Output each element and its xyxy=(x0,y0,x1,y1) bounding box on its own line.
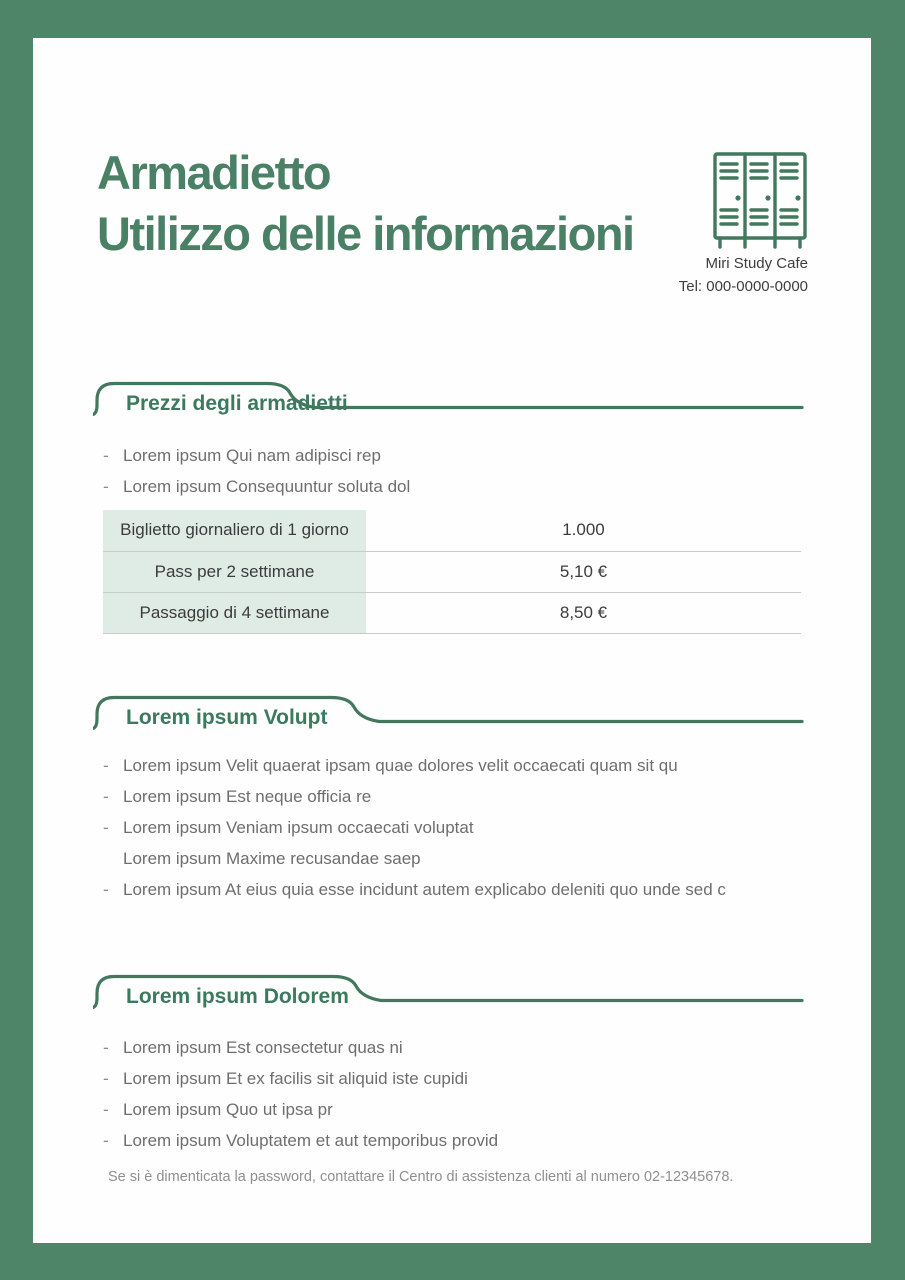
bullet-text: Lorem ipsum Qui nam adipisci rep xyxy=(123,445,381,465)
section-prices xyxy=(97,376,804,676)
section-volupt-bullets xyxy=(103,750,804,905)
list-item xyxy=(103,750,804,781)
section-prices-title: Prezzi degli armadietti xyxy=(126,392,348,415)
list-item xyxy=(103,781,804,812)
price-value: 8,50 € xyxy=(366,592,801,633)
list-item xyxy=(103,1032,804,1063)
price-label: Pass per 2 settimane xyxy=(103,551,366,592)
section-volupt-header xyxy=(97,690,804,736)
bullet-dash: - xyxy=(103,755,109,775)
bullet-text: Lorem ipsum Veniam ipsum occaecati voluptat xyxy=(123,817,474,837)
brand-phone: Tel: 000-0000-0000 xyxy=(678,278,808,295)
list-item xyxy=(103,471,804,502)
table-row xyxy=(103,551,801,592)
list-item xyxy=(103,1125,804,1156)
lockers-icon xyxy=(712,151,808,249)
bullet-dash: - xyxy=(103,786,109,806)
page-title-line1: Armadietto xyxy=(97,146,331,199)
bullet-dash: - xyxy=(103,879,109,899)
bullet-text: Lorem ipsum Est neque officia re xyxy=(123,786,372,806)
section-volupt-title: Lorem ipsum Volupt xyxy=(126,706,328,729)
page-title xyxy=(97,142,634,264)
bullet-text: Lorem ipsum Consequuntur soluta dol xyxy=(123,476,411,496)
brand-block xyxy=(679,151,808,296)
list-item xyxy=(103,1063,804,1094)
bullet-dash: - xyxy=(103,1099,109,1119)
bullet-text: Lorem ipsum Est consectetur quas ni xyxy=(123,1037,403,1057)
bullet-dash: - xyxy=(103,817,109,837)
bullet-text: Lorem ipsum Velit quaerat ipsam quae dolores velit occaecati quam sit qu xyxy=(123,755,678,775)
bullet-text: Lorem ipsum Et ex facilis sit aliquid iste cupidi xyxy=(123,1068,468,1088)
price-value: 1.000 xyxy=(366,510,801,551)
bullet-text: Lorem ipsum Maxime recusandae saep xyxy=(123,848,421,868)
price-label: Passaggio di 4 settimane xyxy=(103,592,366,633)
list-item xyxy=(103,843,804,874)
section-dolorem xyxy=(97,969,804,1229)
price-table xyxy=(103,510,801,634)
flyer-page xyxy=(33,38,871,1243)
section-prices-header xyxy=(97,376,804,422)
section-prices-bullets xyxy=(103,440,804,502)
section-volupt xyxy=(97,690,804,930)
bullet-dash: - xyxy=(103,476,109,496)
section-dolorem-bullets xyxy=(103,1032,804,1156)
page-title-line2: Utilizzo delle informazioni xyxy=(97,207,634,260)
bullet-text: Lorem ipsum Quo ut ipsa pr xyxy=(123,1099,333,1119)
password-help-note: Se si è dimenticata la password, contattare il Centro di assistenza clienti al numero 02-12345678. xyxy=(108,1169,734,1185)
table-row xyxy=(103,510,801,551)
bullet-dash: - xyxy=(103,1068,109,1088)
list-item xyxy=(103,1094,804,1125)
list-item xyxy=(103,440,804,471)
list-item xyxy=(103,874,804,905)
price-value: 5,10 € xyxy=(366,551,801,592)
price-label: Biglietto giornaliero di 1 giorno xyxy=(103,510,366,551)
brand-name: Miri Study Cafe xyxy=(705,255,808,272)
bullet-dash: - xyxy=(103,1037,109,1057)
bullet-dash: - xyxy=(103,1130,109,1150)
section-dolorem-header xyxy=(97,969,804,1015)
section-dolorem-title: Lorem ipsum Dolorem xyxy=(126,985,349,1008)
bullet-dash: - xyxy=(103,445,109,465)
bullet-text: Lorem ipsum Voluptatem et aut temporibus provid xyxy=(123,1130,499,1150)
bullet-text: Lorem ipsum At eius quia esse incidunt autem explicabo deleniti quo unde sed c xyxy=(123,879,726,899)
table-row xyxy=(103,592,801,633)
list-item xyxy=(103,812,804,843)
